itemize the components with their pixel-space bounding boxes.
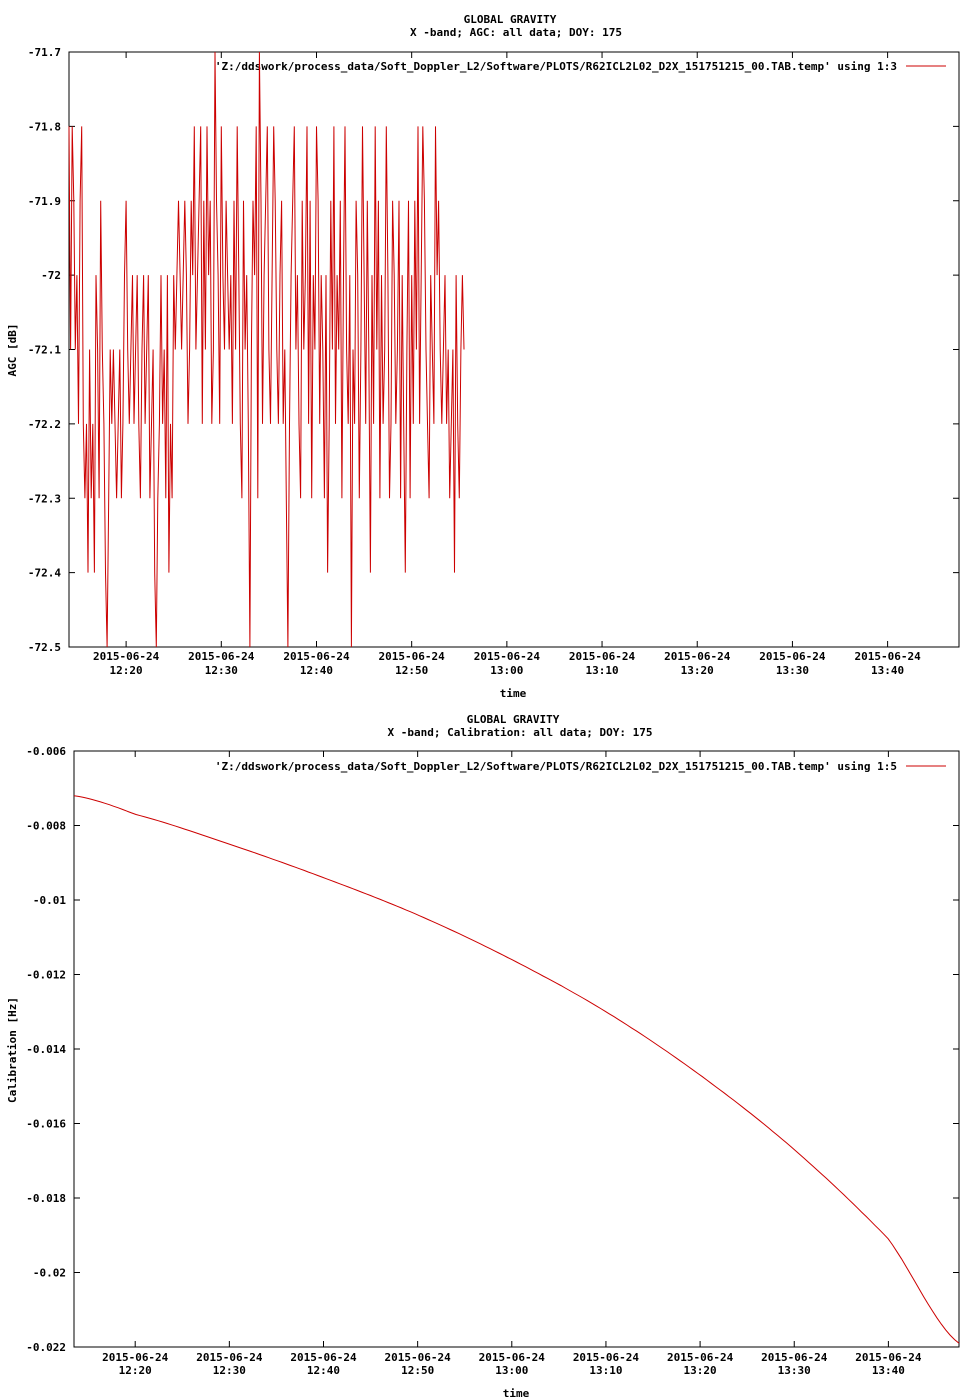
agc-legend-label: 'Z:/ddswork/process_data/Soft_Doppler_L2/Software/PLOTS/R62ICL2L02_D2X_151751215_00.TAB.temp' using 1:3	[214, 60, 897, 73]
agc-x-tick-time-label: 12:50	[395, 664, 429, 677]
calibration-x-tick-date-label: 2015-06-24	[384, 1351, 451, 1364]
calibration-x-tick-date-label: 2015-06-24	[666, 1351, 734, 1364]
calibration-x-tick-time-label: 13:20	[683, 1364, 717, 1377]
calibration-x-tick-date-label: 2015-06-24	[196, 1351, 263, 1364]
calibration-x-tick-time-label: 13:30	[777, 1364, 811, 1377]
agc-x-axis-label: time	[499, 687, 527, 700]
calibration-y-tick-label: -0.022	[26, 1341, 66, 1354]
agc-y-tick-label: -72.5	[27, 641, 61, 654]
calibration-x-tick-time-label: 13:10	[589, 1364, 623, 1377]
calibration-y-tick-label: -0.006	[26, 745, 66, 758]
agc-y-tick-label: -71.8	[27, 120, 61, 134]
agc-y-tick-label: -72.3	[27, 492, 61, 506]
calibration-x-tick-time-label: 12:20	[118, 1364, 152, 1377]
calibration-x-tick-time-label: 12:50	[401, 1364, 435, 1377]
agc-x-tick-date-label: 2015-06-24	[283, 650, 350, 663]
agc-x-tick-time-label: 13:10	[585, 664, 619, 677]
calibration-chart-title: GLOBAL GRAVITY	[466, 713, 560, 726]
calibration-x-tick-date-label: 2015-06-24	[102, 1351, 169, 1364]
agc-x-tick-date-label: 2015-06-24	[854, 650, 921, 663]
agc-x-tick-time-label: 12:30	[204, 664, 238, 677]
agc-chart-title: GLOBAL GRAVITY	[463, 13, 557, 26]
agc-legend	[215, 60, 946, 73]
agc-x-tick-time-label: 12:40	[299, 664, 334, 677]
agc-x-tick-date-label: 2015-06-24	[378, 650, 445, 663]
calibration-y-tick-label: -0.016	[26, 1117, 66, 1131]
calibration-y-tick-label: -0.018	[26, 1192, 66, 1205]
agc-x-tick-time-label: 13:30	[775, 664, 809, 677]
agc-y-tick-label: -72.1	[27, 343, 61, 357]
agc-y-tick-label: -72.4	[27, 566, 61, 580]
calibration-x-tick-date-label: 2015-06-24	[572, 1351, 640, 1364]
calibration-x-tick-time-label: 13:00	[495, 1364, 529, 1377]
calibration-chart-subtitle: X -band; Calibration: all data; DOY: 175	[387, 726, 653, 739]
calibration-y-tick-label: -0.02	[32, 1266, 66, 1280]
calibration-y-tick-label: -0.014	[26, 1043, 66, 1056]
calibration-legend	[215, 760, 946, 773]
agc-x-tick-time-label: 13:20	[680, 664, 714, 677]
agc-x-tick-date-label: 2015-06-24	[568, 650, 636, 663]
calibration-x-tick-time-label: 12:40	[306, 1364, 341, 1377]
agc-x-tick-date-label: 2015-06-24	[759, 650, 826, 663]
agc-chart-subtitle: X -band; AGC: all data; DOY: 175	[410, 26, 622, 39]
calibration-y-tick-label: -0.008	[26, 819, 66, 833]
calibration-y-tick-label: -0.01	[32, 894, 66, 907]
calibration-legend-label: 'Z:/ddswork/process_data/Soft_Doppler_L2/Software/PLOTS/R62ICL2L02_D2X_151751215_00.TAB.temp' using 1:5	[214, 760, 897, 773]
calibration-x-tick-time-label: 13:40	[871, 1364, 905, 1377]
agc-x-tick-time-label: 12:20	[109, 664, 143, 677]
calibration-x-tick-date-label: 2015-06-24	[761, 1351, 828, 1364]
agc-x-tick-date-label: 2015-06-24	[473, 650, 540, 663]
calibration-y-tick-label: -0.012	[26, 968, 66, 982]
agc-y-tick-label: -71.9	[27, 194, 61, 208]
agc-x-tick-time-label: 13:00	[490, 664, 524, 677]
agc-y-axis-label: AGC [dB]	[6, 323, 19, 377]
calibration-y-axis-label: Calibration [Hz]	[6, 997, 19, 1103]
agc-x-tick-date-label: 2015-06-24	[188, 650, 255, 663]
calibration-x-tick-time-label: 12:30	[212, 1364, 246, 1377]
agc-x-tick-date-label: 2015-06-24	[92, 650, 160, 663]
agc-y-tick-label: -72	[41, 269, 61, 283]
calibration-x-tick-date-label: 2015-06-24	[478, 1351, 545, 1364]
agc-x-tick-time-label: 13:40	[871, 664, 905, 677]
calibration-x-tick-date-label: 2015-06-24	[290, 1351, 357, 1364]
calibration-x-axis-label: time	[502, 1387, 530, 1400]
agc-y-tick-label: -71.7	[27, 46, 61, 59]
calibration-x-tick-date-label: 2015-06-24	[855, 1351, 922, 1364]
agc-x-tick-date-label: 2015-06-24	[664, 650, 731, 663]
agc-y-tick-label: -72.2	[27, 417, 61, 431]
